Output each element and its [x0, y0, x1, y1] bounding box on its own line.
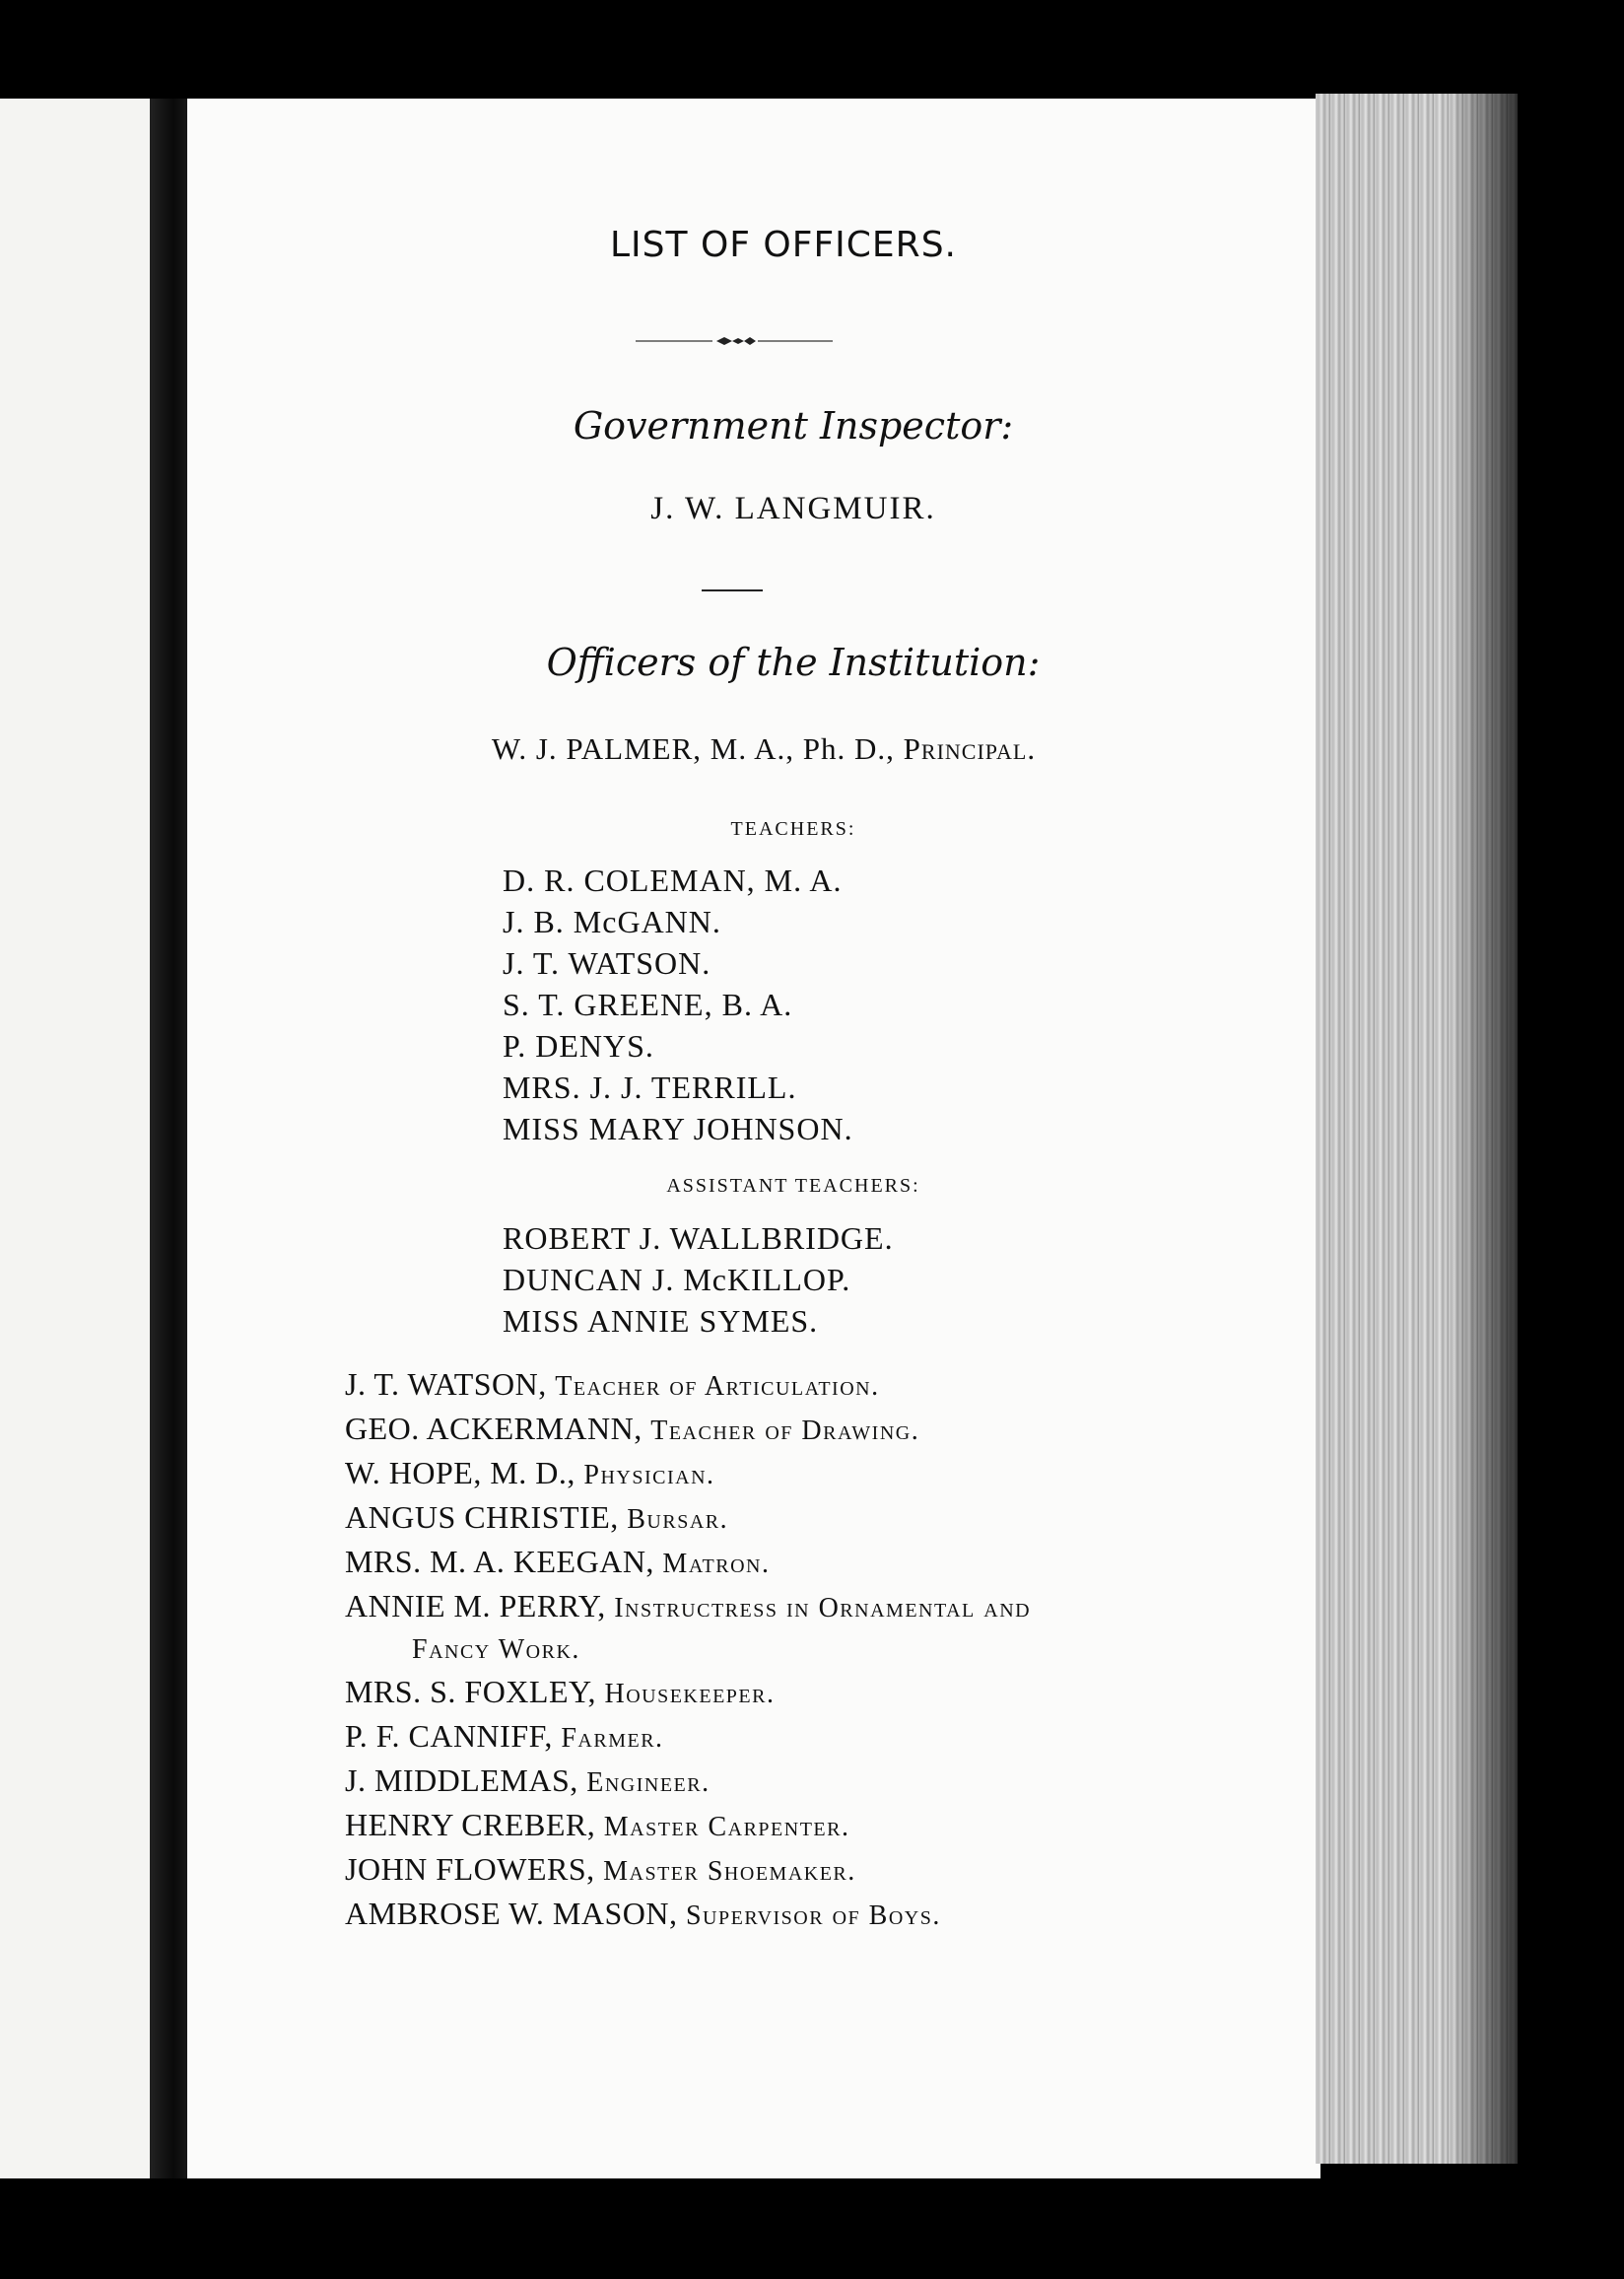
- staff-item: [345, 1496, 1031, 1541]
- staff-item: [345, 1715, 1031, 1760]
- government-inspector-heading: Government Inspector:: [573, 404, 1014, 448]
- staff-item: [345, 1760, 1031, 1804]
- staff-name: J. MIDDLEMAS,: [345, 1762, 578, 1798]
- staff-role: Instructress in Ornamental and: [614, 1593, 1032, 1623]
- staff-role: Bursar.: [627, 1504, 729, 1535]
- staff-name: ANGUS CHRISTIE,: [345, 1499, 619, 1535]
- teachers-list: [503, 860, 853, 1149]
- principal-line: [197, 731, 1330, 767]
- staff-name: MRS. S. FOXLEY,: [345, 1674, 596, 1709]
- government-inspector-name: J. W. LANGMUIR.: [650, 491, 936, 526]
- staff-name: GEO. ACKERMANN,: [345, 1411, 643, 1446]
- staff-role: Physician.: [583, 1460, 715, 1490]
- staff-name: AMBROSE W. MASON,: [345, 1896, 678, 1931]
- staff-role: Teacher of Articulation.: [555, 1371, 880, 1402]
- staff-item: [345, 1671, 1031, 1715]
- staff-role: Matron.: [662, 1549, 771, 1579]
- staff-name: J. T. WATSON,: [345, 1366, 547, 1402]
- book-gutter: [150, 99, 189, 2178]
- staff-name: HENRY CREBER,: [345, 1807, 596, 1842]
- staff-item: [345, 1585, 1031, 1671]
- list-item: S. T. GREENE, B. A.: [503, 987, 793, 1022]
- list-item: MRS. J. J. TERRILL.: [503, 1070, 797, 1105]
- principal-name: W. J. PALMER, M. A., Ph. D.,: [491, 731, 895, 766]
- assistant-teachers-label: ASSISTANT TEACHERS:: [666, 1175, 920, 1197]
- staff-item: [345, 1408, 1031, 1452]
- staff-role: Farmer.: [561, 1723, 664, 1754]
- staff-name: P. F. CANNIFF,: [345, 1718, 553, 1754]
- staff-item: [345, 1893, 1031, 1937]
- page-content: [187, 99, 1320, 2178]
- list-item: DUNCAN J. McKILLOP.: [503, 1262, 851, 1297]
- officers-heading: Officers of the Institution:: [546, 641, 1041, 684]
- staff-role: Engineer.: [586, 1767, 710, 1798]
- list-item: ROBERT J. WALLBRIDGE.: [503, 1220, 894, 1256]
- principal-role: Principal.: [903, 731, 1037, 766]
- staff-role: Teacher of Drawing.: [650, 1416, 920, 1446]
- staff-role: Housekeeper.: [604, 1679, 776, 1709]
- list-item: P. DENYS.: [503, 1028, 654, 1064]
- staff-item: [345, 1848, 1031, 1893]
- staff-role: Master Shoemaker.: [603, 1856, 856, 1887]
- staff-item: [345, 1452, 1031, 1496]
- staff-name: MRS. M. A. KEEGAN,: [345, 1544, 654, 1579]
- staff-name: W. HOPE, M. D.,: [345, 1455, 575, 1490]
- staff-role-continued: Fancy Work.: [412, 1634, 580, 1665]
- staff-role: Supervisor of Boys.: [685, 1900, 941, 1931]
- list-item: J. B. McGANN.: [503, 904, 721, 939]
- list-item: J. T. WATSON.: [503, 945, 711, 981]
- staff-name: ANNIE M. PERRY,: [345, 1588, 606, 1623]
- staff-item: [345, 1541, 1031, 1585]
- assistant-teachers-list: [503, 1217, 894, 1342]
- left-page: [0, 99, 150, 2178]
- staff-item: [345, 1363, 1031, 1408]
- list-item: MISS MARY JOHNSON.: [503, 1111, 853, 1146]
- staff-list: [345, 1363, 1031, 1937]
- teachers-label: TEACHERS:: [730, 818, 856, 840]
- list-item: MISS ANNIE SYMES.: [503, 1303, 819, 1339]
- page-title: LIST OF OFFICERS.: [609, 225, 957, 265]
- staff-role: Master Carpenter.: [603, 1812, 850, 1842]
- staff-item: [345, 1804, 1031, 1848]
- list-item: D. R. COLEMAN, M. A.: [503, 863, 843, 898]
- staff-name: JOHN FLOWERS,: [345, 1851, 595, 1887]
- section-divider: [702, 589, 763, 591]
- ornament-divider: [636, 335, 833, 347]
